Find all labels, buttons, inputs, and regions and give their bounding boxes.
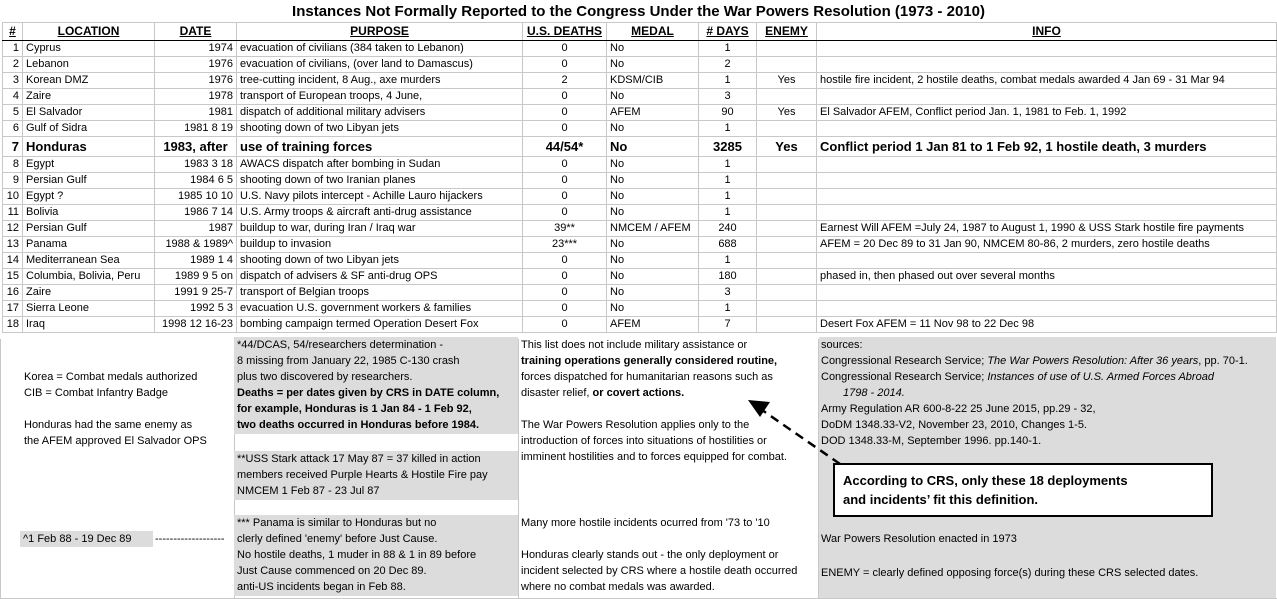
cell-medal: No xyxy=(607,269,699,285)
source-text: Congressional Research Service; xyxy=(821,355,988,367)
cell-info: phased in, then phased out over several months xyxy=(817,269,1277,285)
cell-location: Egypt xyxy=(23,157,155,173)
cell-n: 11 xyxy=(3,205,23,221)
cell-info xyxy=(817,41,1277,57)
cell-medal: No xyxy=(607,121,699,137)
arrow-head-icon xyxy=(748,400,770,417)
cell-purpose: tree-cutting incident, 8 Aug., axe murders xyxy=(237,73,523,89)
cell-date: 1998 12 16-23 xyxy=(155,317,237,333)
table-row xyxy=(3,105,1277,121)
sheet-title: Instances Not Formally Reported to the Congress Under the War Powers Resolution (1973 - 2010) xyxy=(292,3,985,20)
cell-medal: No xyxy=(607,237,699,253)
cell-info: Conflict period 1 Jan 81 to 1 Feb 92, 1 hostile death, 3 murders xyxy=(817,137,1277,157)
cell-deaths: 0 xyxy=(523,121,607,137)
cell-enemy xyxy=(757,317,817,333)
cell-days: 1 xyxy=(699,41,757,57)
cell-location: Sierra Leone xyxy=(23,301,155,317)
cell-n: 6 xyxy=(3,121,23,137)
cell-deaths: 0 xyxy=(523,269,607,285)
cell-purpose: evacuation of civilians (384 taken to Lebanon) xyxy=(237,41,523,57)
cell-date: 1978 xyxy=(155,89,237,105)
source-title: 1798 - 2014. xyxy=(843,387,905,399)
col-header-enemy: ENEMY xyxy=(757,23,817,41)
cell-info: AFEM = 20 Dec 89 to 31 Jan 90, NMCEM 80-86, 2 murders, zero hostile deaths xyxy=(817,237,1277,253)
cell-purpose: bombing campaign termed Operation Desert Fox xyxy=(237,317,523,333)
note-line: training operations generally considered routine, xyxy=(521,355,778,367)
cell-deaths: 0 xyxy=(523,41,607,57)
cell-medal: No xyxy=(607,137,699,157)
cell-location: Gulf of Sidra xyxy=(23,121,155,137)
cell-purpose: shooting down of two Libyan jets xyxy=(237,121,523,137)
table-row xyxy=(3,269,1277,285)
cell-purpose: transport of Belgian troops xyxy=(237,285,523,301)
cell-purpose: evacuation U.S. government workers & families xyxy=(237,301,523,317)
cell-purpose: shooting down of two Libyan jets xyxy=(237,253,523,269)
footnote-line: members received Purple Hearts & Hostile Fire pay xyxy=(237,469,488,481)
cell-date: 1981 xyxy=(155,105,237,121)
cell-location: Columbia, Bolivia, Peru xyxy=(23,269,155,285)
note-line: where no combat medals was awarded. xyxy=(521,581,715,593)
cell-purpose: shooting down of two Iranian planes xyxy=(237,173,523,189)
cell-medal: No xyxy=(607,173,699,189)
header-row xyxy=(3,23,1277,41)
cell-date: 1986 7 14 xyxy=(155,205,237,221)
table-row xyxy=(3,173,1277,189)
cell-purpose: dispatch of advisers & SF anti-drug OPS xyxy=(237,269,523,285)
cell-date: 1989 1 4 xyxy=(155,253,237,269)
cell-n: 1 xyxy=(3,41,23,57)
cell-n: 9 xyxy=(3,173,23,189)
cell-info: El Salvador AFEM, Conflict period Jan. 1, 1981 to Feb. 1, 1992 xyxy=(817,105,1277,121)
cell-location: Zaire xyxy=(23,285,155,301)
footnote-line: plus two discovered by researchers. xyxy=(237,371,413,383)
source-line: Army Regulation AR 600-8-22 25 June 2015, pp.29 - 32, xyxy=(821,403,1096,415)
cell-days: 3 xyxy=(699,285,757,301)
cell-medal: No xyxy=(607,253,699,269)
cell-location: Iraq xyxy=(23,317,155,333)
cell-purpose: U.S. Army troops & aircraft anti-drug assistance xyxy=(237,205,523,221)
note-line: imminent hostilities and to forces equipped for combat. xyxy=(521,451,787,463)
cell-enemy xyxy=(757,157,817,173)
cell-n: 13 xyxy=(3,237,23,253)
cell-enemy xyxy=(757,237,817,253)
cell-location: El Salvador xyxy=(23,105,155,121)
cell-days: 1 xyxy=(699,73,757,89)
table-row xyxy=(3,121,1277,137)
cell-days: 1 xyxy=(699,205,757,221)
cell-date: 1981 8 19 xyxy=(155,121,237,137)
table-row xyxy=(3,73,1277,89)
cell-location: Egypt ? xyxy=(23,189,155,205)
cell-deaths: 2 xyxy=(523,73,607,89)
cell-n: 8 xyxy=(3,157,23,173)
cell-info xyxy=(817,157,1277,173)
cell-days: 7 xyxy=(699,317,757,333)
table-row xyxy=(3,41,1277,57)
footnote-stark xyxy=(234,451,518,500)
cell-purpose: use of training forces xyxy=(237,137,523,157)
cell-purpose: transport of European troops, 4 June, xyxy=(237,89,523,105)
note-line: This list does not include military assistance or xyxy=(521,339,748,351)
cell-deaths: 44/54* xyxy=(523,137,607,157)
note-honduras-2: the AFEM approved El Salvador OPS xyxy=(24,435,207,447)
cell-medal: No xyxy=(607,41,699,57)
cell-enemy: Yes xyxy=(757,105,817,121)
cell-location: Lebanon xyxy=(23,57,155,73)
cell-info xyxy=(817,253,1277,269)
cell-deaths: 0 xyxy=(523,173,607,189)
arrow-line xyxy=(762,410,840,464)
cell-deaths: 23*** xyxy=(523,237,607,253)
cell-medal: AFEM xyxy=(607,317,699,333)
table-body xyxy=(3,23,1277,333)
table-row xyxy=(3,301,1277,317)
footnote-line: clerly defined 'enemy' before Just Cause. xyxy=(237,533,438,545)
enemy-definition: ENEMY = clearly defined opposing force(s) during these CRS selected dates. xyxy=(821,567,1199,579)
cell-days: 3 xyxy=(699,89,757,105)
cell-purpose: buildup to invasion xyxy=(237,237,523,253)
note-line: introduction of forces into situations of hostilities or xyxy=(521,435,767,447)
callout-arrow xyxy=(730,380,850,470)
cell-location: Honduras xyxy=(23,137,155,157)
cell-days: 180 xyxy=(699,269,757,285)
note-dashes: ------------------- xyxy=(155,533,225,545)
cell-enemy xyxy=(757,221,817,237)
cell-days: 1 xyxy=(699,253,757,269)
cell-days: 240 xyxy=(699,221,757,237)
hostile-notes xyxy=(521,515,797,595)
note-line: Many more hostile incidents ocurred from '73 to '10 xyxy=(521,517,770,529)
cell-purpose: buildup to war, during Iran / Iraq war xyxy=(237,221,523,237)
cell-enemy xyxy=(757,253,817,269)
footnote-line: **USS Stark attack 17 May 87 = 37 killed in action xyxy=(237,453,481,465)
wpr-note: War Powers Resolution enacted in 1973 xyxy=(821,533,1017,545)
cell-days: 2 xyxy=(699,57,757,73)
cell-days: 1 xyxy=(699,173,757,189)
footnote-line: two deaths occurred in Honduras before 1984. xyxy=(237,419,480,431)
source-text: Congressional Research Service; xyxy=(821,371,988,383)
cell-date: 1976 xyxy=(155,73,237,89)
source-line: DoDM 1348.33-V2, November 23, 2010, Changes 1-5. xyxy=(821,419,1087,431)
cell-deaths: 0 xyxy=(523,157,607,173)
cell-deaths: 0 xyxy=(523,253,607,269)
source-line: DOD 1348.33-M, September 1996. pp.140-1. xyxy=(821,435,1042,447)
table-row xyxy=(3,205,1277,221)
cell-medal: No xyxy=(607,189,699,205)
col-header-date: DATE xyxy=(155,23,237,41)
footnote-panama xyxy=(234,515,518,596)
cell-date: 1976 xyxy=(155,57,237,73)
cell-medal: No xyxy=(607,205,699,221)
cell-enemy xyxy=(757,57,817,73)
cell-days: 90 xyxy=(699,105,757,121)
cell-info xyxy=(817,89,1277,105)
cell-location: Panama xyxy=(23,237,155,253)
table-row xyxy=(3,189,1277,205)
cell-n: 12 xyxy=(3,221,23,237)
note-line: Honduras clearly stands out - the only deployment or xyxy=(521,549,779,561)
cell-deaths: 0 xyxy=(523,317,607,333)
cell-date: 1985 10 10 xyxy=(155,189,237,205)
cell-info xyxy=(817,205,1277,221)
cell-deaths: 0 xyxy=(523,189,607,205)
table-row xyxy=(3,137,1277,157)
cell-medal: No xyxy=(607,57,699,73)
footnote-line: Just Cause commenced on 20 Dec 89. xyxy=(237,565,427,577)
cell-medal: NMCEM / AFEM xyxy=(607,221,699,237)
cell-date: 1974 xyxy=(155,41,237,57)
cell-location: Persian Gulf xyxy=(23,173,155,189)
cell-date: 1984 6 5 xyxy=(155,173,237,189)
cell-deaths: 0 xyxy=(523,301,607,317)
crs-callout xyxy=(833,463,1213,517)
cell-location: Bolivia xyxy=(23,205,155,221)
left-notes xyxy=(24,369,207,449)
table-row xyxy=(3,221,1277,237)
cell-n: 14 xyxy=(3,253,23,269)
cell-info xyxy=(817,121,1277,137)
footnote-line: No hostile deaths, 1 muder in 88 & 1 in 89 before xyxy=(237,549,477,561)
cell-medal: KDSM/CIB xyxy=(607,73,699,89)
cell-enemy xyxy=(757,285,817,301)
cell-purpose: dispatch of additional military advisers xyxy=(237,105,523,121)
footnote-line: Deaths = per dates given by CRS in DATE column, xyxy=(237,387,500,399)
cell-n: 15 xyxy=(3,269,23,285)
note-panama-dates: ^1 Feb 88 - 19 Dec 89 xyxy=(20,531,153,547)
cell-deaths: 0 xyxy=(523,89,607,105)
cell-date: 1987 xyxy=(155,221,237,237)
cell-location: Zaire xyxy=(23,89,155,105)
table-row xyxy=(3,285,1277,301)
footnote-line: anti-US incidents began in Feb 88. xyxy=(237,581,406,593)
cell-days: 1 xyxy=(699,157,757,173)
note-korea-1: Korea = Combat medals authorized xyxy=(24,371,198,383)
cell-n: 3 xyxy=(3,73,23,89)
cell-n: 10 xyxy=(3,189,23,205)
cell-days: 1 xyxy=(699,301,757,317)
cell-purpose: AWACS dispatch after bombing in Sudan xyxy=(237,157,523,173)
cell-enemy xyxy=(757,89,817,105)
col-header-location: LOCATION xyxy=(23,23,155,41)
instances-table xyxy=(2,22,1277,333)
cell-location: Persian Gulf xyxy=(23,221,155,237)
cell-medal: No xyxy=(607,89,699,105)
col-header-num: # xyxy=(3,23,23,41)
footnote-line: NMCEM 1 Feb 87 - 23 Jul 87 xyxy=(237,485,380,497)
note-line: incident selected by CRS where a hostile death occurred xyxy=(521,565,798,577)
cell-date: 1992 5 3 xyxy=(155,301,237,317)
cell-info xyxy=(817,285,1277,301)
cell-medal: AFEM xyxy=(607,105,699,121)
cell-medal: No xyxy=(607,157,699,173)
cell-n: 4 xyxy=(3,89,23,105)
table-row xyxy=(3,57,1277,73)
note-text: disaster relief, xyxy=(521,387,593,399)
cell-info xyxy=(817,301,1277,317)
cell-deaths: 0 xyxy=(523,285,607,301)
cell-medal: No xyxy=(607,285,699,301)
cell-deaths: 0 xyxy=(523,105,607,121)
cell-purpose: U.S. Navy pilots intercept - Achille Lauro hijackers xyxy=(237,189,523,205)
cell-location: Cyprus xyxy=(23,41,155,57)
cell-date: 1989 9 5 on xyxy=(155,269,237,285)
cell-enemy: Yes xyxy=(757,73,817,89)
cell-location: Korean DMZ xyxy=(23,73,155,89)
cell-enemy xyxy=(757,173,817,189)
cell-enemy xyxy=(757,269,817,285)
table-row xyxy=(3,253,1277,269)
col-header-info: INFO xyxy=(817,23,1277,41)
col-header-deaths: U.S. DEATHS xyxy=(523,23,607,41)
cell-days: 688 xyxy=(699,237,757,253)
footnote-line: *** Panama is similar to Honduras but no xyxy=(237,517,437,529)
cell-enemy xyxy=(757,205,817,221)
note-line: forces dispatched for humanitarian reasons such as xyxy=(521,371,773,383)
cell-n: 16 xyxy=(3,285,23,301)
cell-enemy: Yes xyxy=(757,137,817,157)
divider xyxy=(0,339,1,599)
cell-date: 1983 3 18 xyxy=(155,157,237,173)
cell-date: 1988 & 1989^ xyxy=(155,237,237,253)
footnote-honduras xyxy=(234,337,518,434)
cell-info xyxy=(817,189,1277,205)
cell-enemy xyxy=(757,189,817,205)
cell-deaths: 0 xyxy=(523,57,607,73)
source-line xyxy=(821,353,1276,369)
source-line xyxy=(821,369,1276,385)
col-header-medal: MEDAL xyxy=(607,23,699,41)
cell-location: Mediterranean Sea xyxy=(23,253,155,269)
footnote-line: 8 missing from January 22, 1985 C-130 crash xyxy=(237,355,460,367)
divider xyxy=(518,339,519,599)
cell-deaths: 0 xyxy=(523,205,607,221)
cell-info: Earnest Will AFEM =July 24, 1987 to August 1, 1990 & USS Stark hostile fire payments xyxy=(817,221,1277,237)
source-text: , pp. 70-1. xyxy=(1198,355,1248,367)
table-row xyxy=(3,237,1277,253)
cell-purpose: evacuation of civilians, (over land to Damascus) xyxy=(237,57,523,73)
col-header-days: # DAYS xyxy=(699,23,757,41)
cell-enemy xyxy=(757,121,817,137)
footnote-line: *44/DCAS, 54/researchers determination - xyxy=(237,339,444,351)
source-title: Instances of use of U.S. Armed Forces Abroad xyxy=(987,371,1214,383)
cell-date: 1983, after xyxy=(155,137,237,157)
cell-days: 1 xyxy=(699,121,757,137)
cell-days: 1 xyxy=(699,189,757,205)
col-header-purpose: PURPOSE xyxy=(237,23,523,41)
source-title: The War Powers Resolution: After 36 years xyxy=(987,355,1199,367)
cell-n: 7 xyxy=(3,137,23,157)
cell-days: 3285 xyxy=(699,137,757,157)
cell-n: 5 xyxy=(3,105,23,121)
callout-line: According to CRS, only these 18 deployments xyxy=(843,473,1128,488)
callout-line: and incidents’ fit this definition. xyxy=(843,492,1038,507)
note-text: or covert actions. xyxy=(592,387,685,399)
table-row xyxy=(3,157,1277,173)
cell-info: Desert Fox AFEM = 11 Nov 98 to 22 Dec 98 xyxy=(817,317,1277,333)
cell-enemy xyxy=(757,301,817,317)
note-line: The War Powers Resolution applies only to the xyxy=(521,419,750,431)
cell-info xyxy=(817,173,1277,189)
cell-n: 18 xyxy=(3,317,23,333)
table-row xyxy=(3,317,1277,333)
cell-enemy xyxy=(757,41,817,57)
cell-n: 17 xyxy=(3,301,23,317)
cell-date: 1991 9 25-7 xyxy=(155,285,237,301)
cell-info xyxy=(817,57,1277,73)
cell-deaths: 39** xyxy=(523,221,607,237)
note-korea-2: CIB = Combat Infantry Badge xyxy=(24,387,168,399)
note-honduras-1: Honduras had the same enemy as xyxy=(24,419,193,431)
cell-n: 2 xyxy=(3,57,23,73)
sources-heading: sources: xyxy=(821,339,863,351)
cell-medal: No xyxy=(607,301,699,317)
cell-info: hostile fire incident, 2 hostile deaths, combat medals awarded 4 Jan 69 - 31 Mar 94 xyxy=(817,73,1277,89)
footnote-line: for example, Honduras is 1 Jan 84 - 1 Feb 92, xyxy=(237,403,472,415)
table-row xyxy=(3,89,1277,105)
